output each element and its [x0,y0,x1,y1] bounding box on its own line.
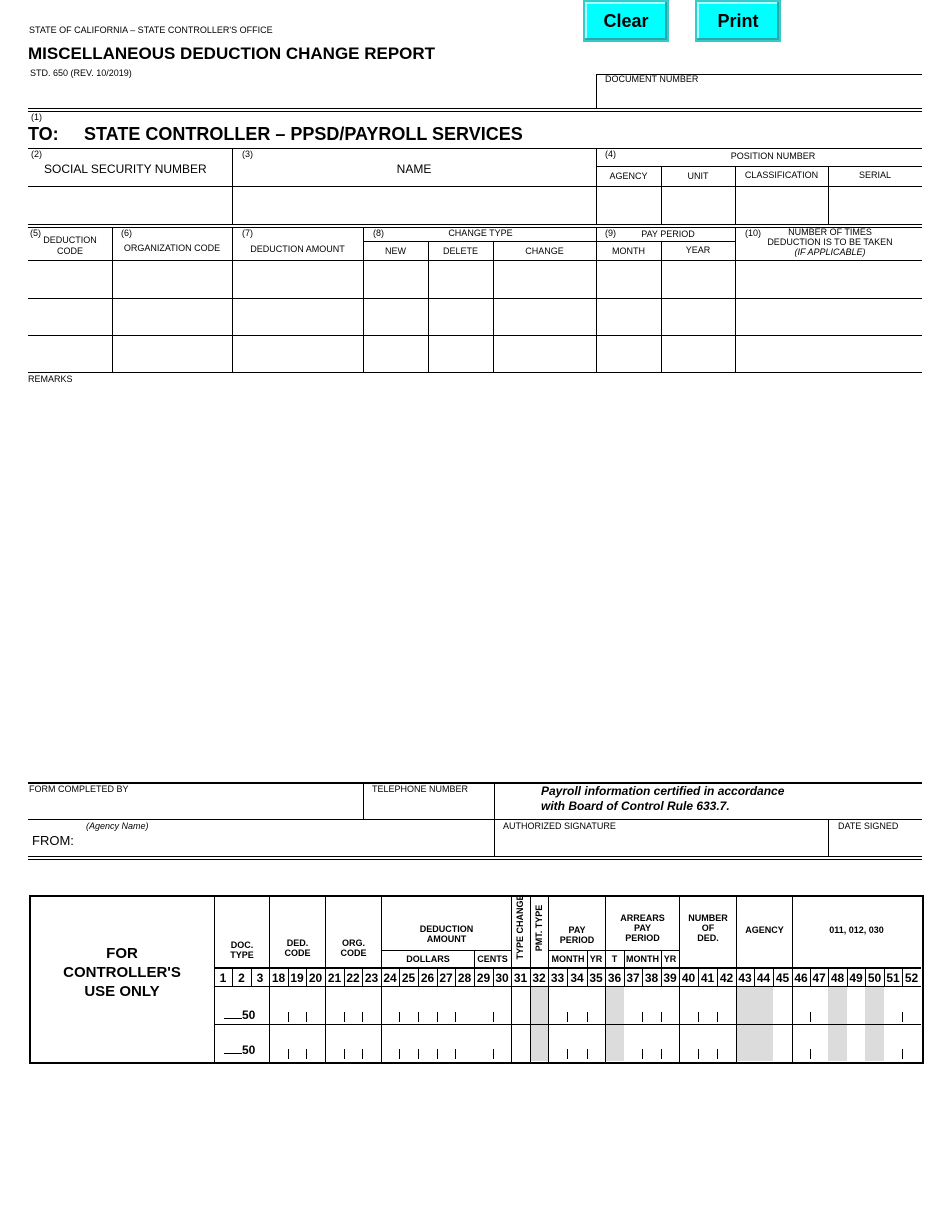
column-number: 34 [570,971,584,985]
pay-period-year-label: YEAR [685,245,711,255]
document-number-label: DOCUMENT NUMBER [605,74,699,84]
form-completed-by-field[interactable] [29,797,362,818]
serial-field[interactable] [829,187,921,223]
pmt-type-label: PMT. TYPE [534,904,544,952]
times-taken-field-row-3[interactable] [736,336,921,371]
arrears-header-2: PAY [633,923,651,933]
pay-month-field-row-3[interactable] [597,336,660,371]
position-number-label: POSITION NUMBER [730,151,816,161]
deduction-code-field-row-1[interactable] [29,261,111,297]
agency-field[interactable] [597,187,660,223]
form-title: MISCELLANEOUS DEDUCTION CHANGE REPORT [28,44,436,63]
pay-period-yr: YR [589,954,603,964]
arrears-header-3: PERIOD [625,933,660,943]
column-number: 42 [719,971,734,985]
column-number: 19 [290,971,304,985]
field-number-3: (3) [242,149,253,159]
column-number: 2 [238,971,245,985]
pay-month-field-row-2[interactable] [597,299,660,334]
change-new-label: NEW [385,246,406,256]
change-delete-label: DELETE [442,246,478,256]
change-type-label: CHANGE TYPE [448,228,513,238]
column-number: 49 [849,971,863,985]
change-change-field-row-3[interactable] [494,336,595,371]
doc-type-value-text-2: 50 [242,1043,256,1057]
column-number: 22 [346,971,360,985]
ded-amount-label [382,924,511,944]
column-number: 39 [663,971,677,985]
column-number: 31 [513,971,528,985]
date-signed-field[interactable] [829,834,921,855]
ded-code-label-2: CODE [284,948,311,958]
form-number: STD. 650 (REV. 10/2019) [30,68,132,78]
change-new-field-row-2[interactable] [364,299,427,334]
column-number: 36 [607,971,622,985]
controller-use-label-3: USE ONLY [84,983,160,1000]
pay-year-field-row-3[interactable] [662,336,734,371]
controller-use-label [31,944,213,1001]
deduction-code-label-2: CODE [56,246,83,256]
column-number: 25 [401,971,416,985]
ded-amount-label-1: DEDUCTION [419,924,474,934]
deduction-code-label-1: DEDUCTION [43,235,97,245]
column-number: 50 [867,971,882,985]
agency-header: STATE OF CALIFORNIA – STATE CONTROLLER'S OFFICE [29,25,273,35]
form-completed-by-label: FORM COMPLETED BY [29,784,129,794]
column-number: 52 [904,971,919,985]
pay-year-field-row-2[interactable] [662,299,734,334]
column-number: 35 [589,971,603,985]
column-number: 33 [550,971,565,985]
column-number: 43 [738,971,752,985]
column-number: 3 [256,971,264,985]
to-label: TO: [28,124,59,144]
document-number-field[interactable] [597,86,921,106]
from-label: FROM: [32,833,74,848]
column-number: 32 [532,971,546,985]
arrears-yr: YR [663,954,677,964]
column-number: 21 [327,971,342,985]
column-number: 37 [626,971,640,985]
doc-type-value-2 [224,1043,255,1057]
times-taken-field-row-1[interactable] [736,261,921,297]
times-label-3: (IF APPLICABLE) [794,247,866,257]
field-number-8: (8) [373,228,384,238]
change-delete-field-row-1[interactable] [429,261,492,297]
ssn-field[interactable] [29,187,231,223]
field-number-10: (10) [745,228,762,238]
organization-code-label: ORGANIZATION CODE [123,243,221,253]
type-change-label: TYPE CHANGE [515,894,525,960]
unit-field[interactable] [662,187,734,223]
column-number: 47 [812,971,826,985]
column-number: 28 [457,971,472,985]
column-number: 24 [383,971,397,985]
column-number: 38 [644,971,659,985]
organization-code-field-row-3[interactable] [113,336,231,371]
controller-codes-label: 011, 012, 030 [829,925,884,935]
column-number: 30 [495,971,509,985]
arrears-month: MONTH [626,954,659,964]
field-number-1: (1) [31,112,42,122]
times-label-2: DEDUCTION IS TO BE TAKEN [767,237,893,247]
change-new-field-row-3[interactable] [364,336,427,371]
pay-period-header [549,925,605,945]
certification-text-2: with Board of Control Rule 633.7. [541,799,730,813]
column-number: 29 [476,971,491,985]
column-number: 27 [439,971,453,985]
ded-amount-label-2: AMOUNT [426,934,467,944]
column-number: 1 [219,971,227,985]
pay-period-label: PAY PERIOD [641,229,695,239]
authorized-signature-field[interactable] [495,834,827,855]
controller-use-label-1: FOR [106,945,138,962]
agency-label: AGENCY [609,171,648,181]
change-change-label: CHANGE [525,246,564,256]
controller-use-label-2: CONTROLLER'S [63,964,181,981]
column-number: 20 [308,971,323,985]
agency-name-label: (Agency Name) [86,821,149,831]
telephone-field[interactable] [364,797,493,818]
classification-field[interactable] [736,187,827,223]
deduction-amount-label: DEDUCTION AMOUNT [250,244,345,254]
arrears-header-1: ARREARS [620,913,665,923]
number-of-ded-label-1: NUMBER [688,913,728,923]
field-number-7: (7) [242,228,253,238]
column-number: 23 [364,971,379,985]
org-code-label-2: CODE [340,948,367,958]
column-number: 51 [886,971,900,985]
organization-code-field-row-2[interactable] [113,299,231,334]
serial-label: SERIAL [858,170,891,180]
arrears-t: T [611,954,618,964]
field-number-4: (4) [605,149,616,159]
times-label-1: NUMBER OF TIMES [788,227,872,237]
to-recipient: STATE CONTROLLER – PPSD/PAYROLL SERVICES [84,124,523,144]
controller-agency-label: AGENCY [745,925,784,935]
deduction-code-field-row-2[interactable] [29,299,111,334]
deduction-amount-field-row-3[interactable] [233,336,362,371]
number-of-ded-label-3: DED. [697,933,719,943]
org-code-label [326,938,381,958]
ssn-label: SOCIAL SECURITY NUMBER [44,162,207,176]
doc-type-label-1: DOC. [230,940,254,950]
remarks-field[interactable] [28,387,922,777]
ded-code-label [270,938,325,958]
pay-year-field-row-1[interactable] [662,261,734,297]
column-number: 26 [420,971,435,985]
column-number: 44 [756,971,771,985]
remarks-label: REMARKS [28,374,73,384]
date-signed-label: DATE SIGNED [838,821,899,831]
change-change-field-row-1[interactable] [494,261,595,297]
column-number: 48 [830,971,845,985]
pay-period-header-2: PERIOD [559,935,595,945]
doc-type-value-1 [224,1008,255,1022]
field-number-9: (9) [605,228,616,238]
change-new-field-row-1[interactable] [364,261,427,297]
deduction-amount-field-row-1[interactable] [233,261,362,297]
deduction-amount-field-row-2[interactable] [233,299,362,334]
doc-type-value-text-1: 50 [242,1008,256,1022]
field-number-5: (5) [30,228,41,238]
number-of-ded-label-2: OF [701,923,715,933]
column-number: 46 [794,971,808,985]
doc-type-label [215,940,269,960]
organization-code-field-row-1[interactable] [113,261,231,297]
cents-label: CENTS [477,954,508,964]
pay-month-field-row-1[interactable] [597,261,660,297]
pay-period-month-label: MONTH [612,246,645,256]
org-code-label-1: ORG. [341,938,365,948]
change-delete-field-row-3[interactable] [429,336,492,371]
column-number: 45 [775,971,790,985]
deduction-code-field-row-3[interactable] [29,336,111,371]
pay-period-month: MONTH [551,954,585,964]
from-agency-field[interactable] [75,831,493,855]
ded-code-label-1: DED. [286,938,309,948]
dollars-label: DOLLARS [406,954,450,964]
name-label: NAME [396,162,432,176]
field-number-2: (2) [31,149,42,159]
unit-label: UNIT [687,171,709,181]
change-delete-field-row-2[interactable] [429,299,492,334]
pay-period-header-1: PAY [568,925,586,935]
print-button[interactable]: Print [695,0,781,42]
certification-text-1: Payroll information certified in accordance [541,784,785,798]
arrears-header [606,913,679,943]
column-number: 41 [700,971,715,985]
column-number: 18 [271,971,286,985]
times-taken-field-row-2[interactable] [736,299,921,334]
change-change-field-row-2[interactable] [494,299,595,334]
name-field[interactable] [233,187,595,223]
field-number-6: (6) [121,228,132,238]
clear-button[interactable]: Clear [583,0,669,42]
classification-label: CLASSIFICATION [744,170,819,180]
authorized-signature-label: AUTHORIZED SIGNATURE [503,821,616,831]
column-number: 40 [681,971,696,985]
telephone-label: TELEPHONE NUMBER [372,784,469,794]
doc-type-label-2: TYPE [230,950,254,960]
number-of-ded-label [680,913,736,943]
